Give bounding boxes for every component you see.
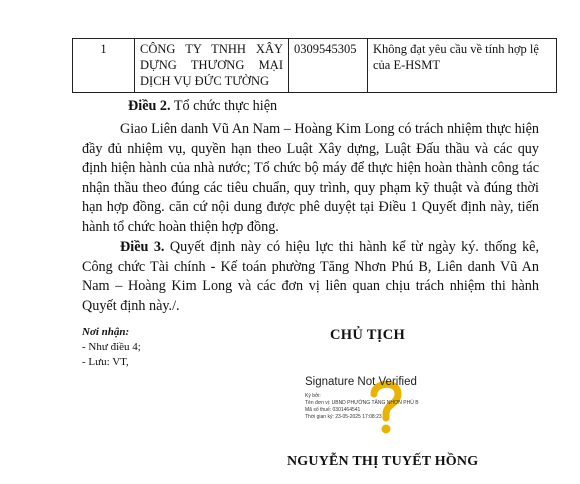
signature-detail: Tên đơn vị: UBND PHƯỜNG TĂNG NHƠN PHÚ B	[305, 400, 419, 406]
cell-reason: Không đạt yêu cầu về tính hợp lệ của E-HSMT	[368, 39, 557, 93]
article-2-title: Tổ chức thực hiện	[173, 98, 278, 114]
recipient-item: - Lưu: VT,	[82, 356, 129, 368]
article-2-heading	[128, 98, 277, 115]
article-2-text: Giao Liên danh Vũ An Nam – Hoàng Kim Long có trách nhiệm thực hiện đầy đủ nhiệm vụ, quyền hạn theo Luật Xây dựng, Luật Đấu thầu và các quy định hiện hành của nhà nước; Tổ chức bộ máy để thực hiện hoàn thành công tác nhận thầu theo đúng các tiêu chuẩn, quy trình, quy phạm kỹ thuật và đúng thời hạn hợp đồng. căn cứ nội dung được phê duyệt tại Điều 1 Quyết định này, tiến hành tổ chức hoàn thiện hợp đồng.	[82, 121, 539, 235]
article-2-label: Điều 2.	[128, 98, 171, 114]
signature-detail: Thời gian ký: 23-05-2025 17:08:23	[305, 414, 382, 420]
cell-company-name: CÔNG TY TNHH XÂY DỰNG THƯƠNG MẠI DỊCH VỤ ĐỨC TƯỜNG	[135, 39, 289, 93]
article-2-body	[82, 120, 539, 237]
recipients-title: Nơi nhận:	[82, 326, 130, 338]
signature-detail: Mã số thuế: 0301464541	[305, 407, 361, 413]
chairman-title: CHỦ TỊCH	[330, 327, 406, 343]
contractor-table	[72, 38, 557, 93]
article-3-text: Quyết định này có hiệu lực thi hành kể từ ngày ký. thống kê, Công chức Tài chính - Kế toán phường Tăng Nhơn Phú B, Liên danh Vũ An Nam – Hoàng Kim Long và các đơn vị liên quan chịu trách nhiệm thi hành Quyết định này./.	[82, 239, 540, 314]
recipients-block	[82, 325, 141, 370]
signature-status: Signature Not Verified	[305, 376, 417, 388]
article-3-label: Điều 3.	[120, 239, 165, 255]
table-row	[73, 39, 557, 93]
article-3-paragraph	[82, 238, 539, 316]
digital-signature-stamp	[300, 376, 435, 436]
recipient-item: - Như điều 4;	[82, 341, 141, 353]
cell-tax-code: 0309545305	[289, 39, 368, 93]
signature-detail: Ký bởi:	[305, 393, 321, 399]
signer-name: NGUYỄN THỊ TUYẾT HỒNG	[287, 454, 479, 469]
cell-stt: 1	[73, 39, 135, 93]
